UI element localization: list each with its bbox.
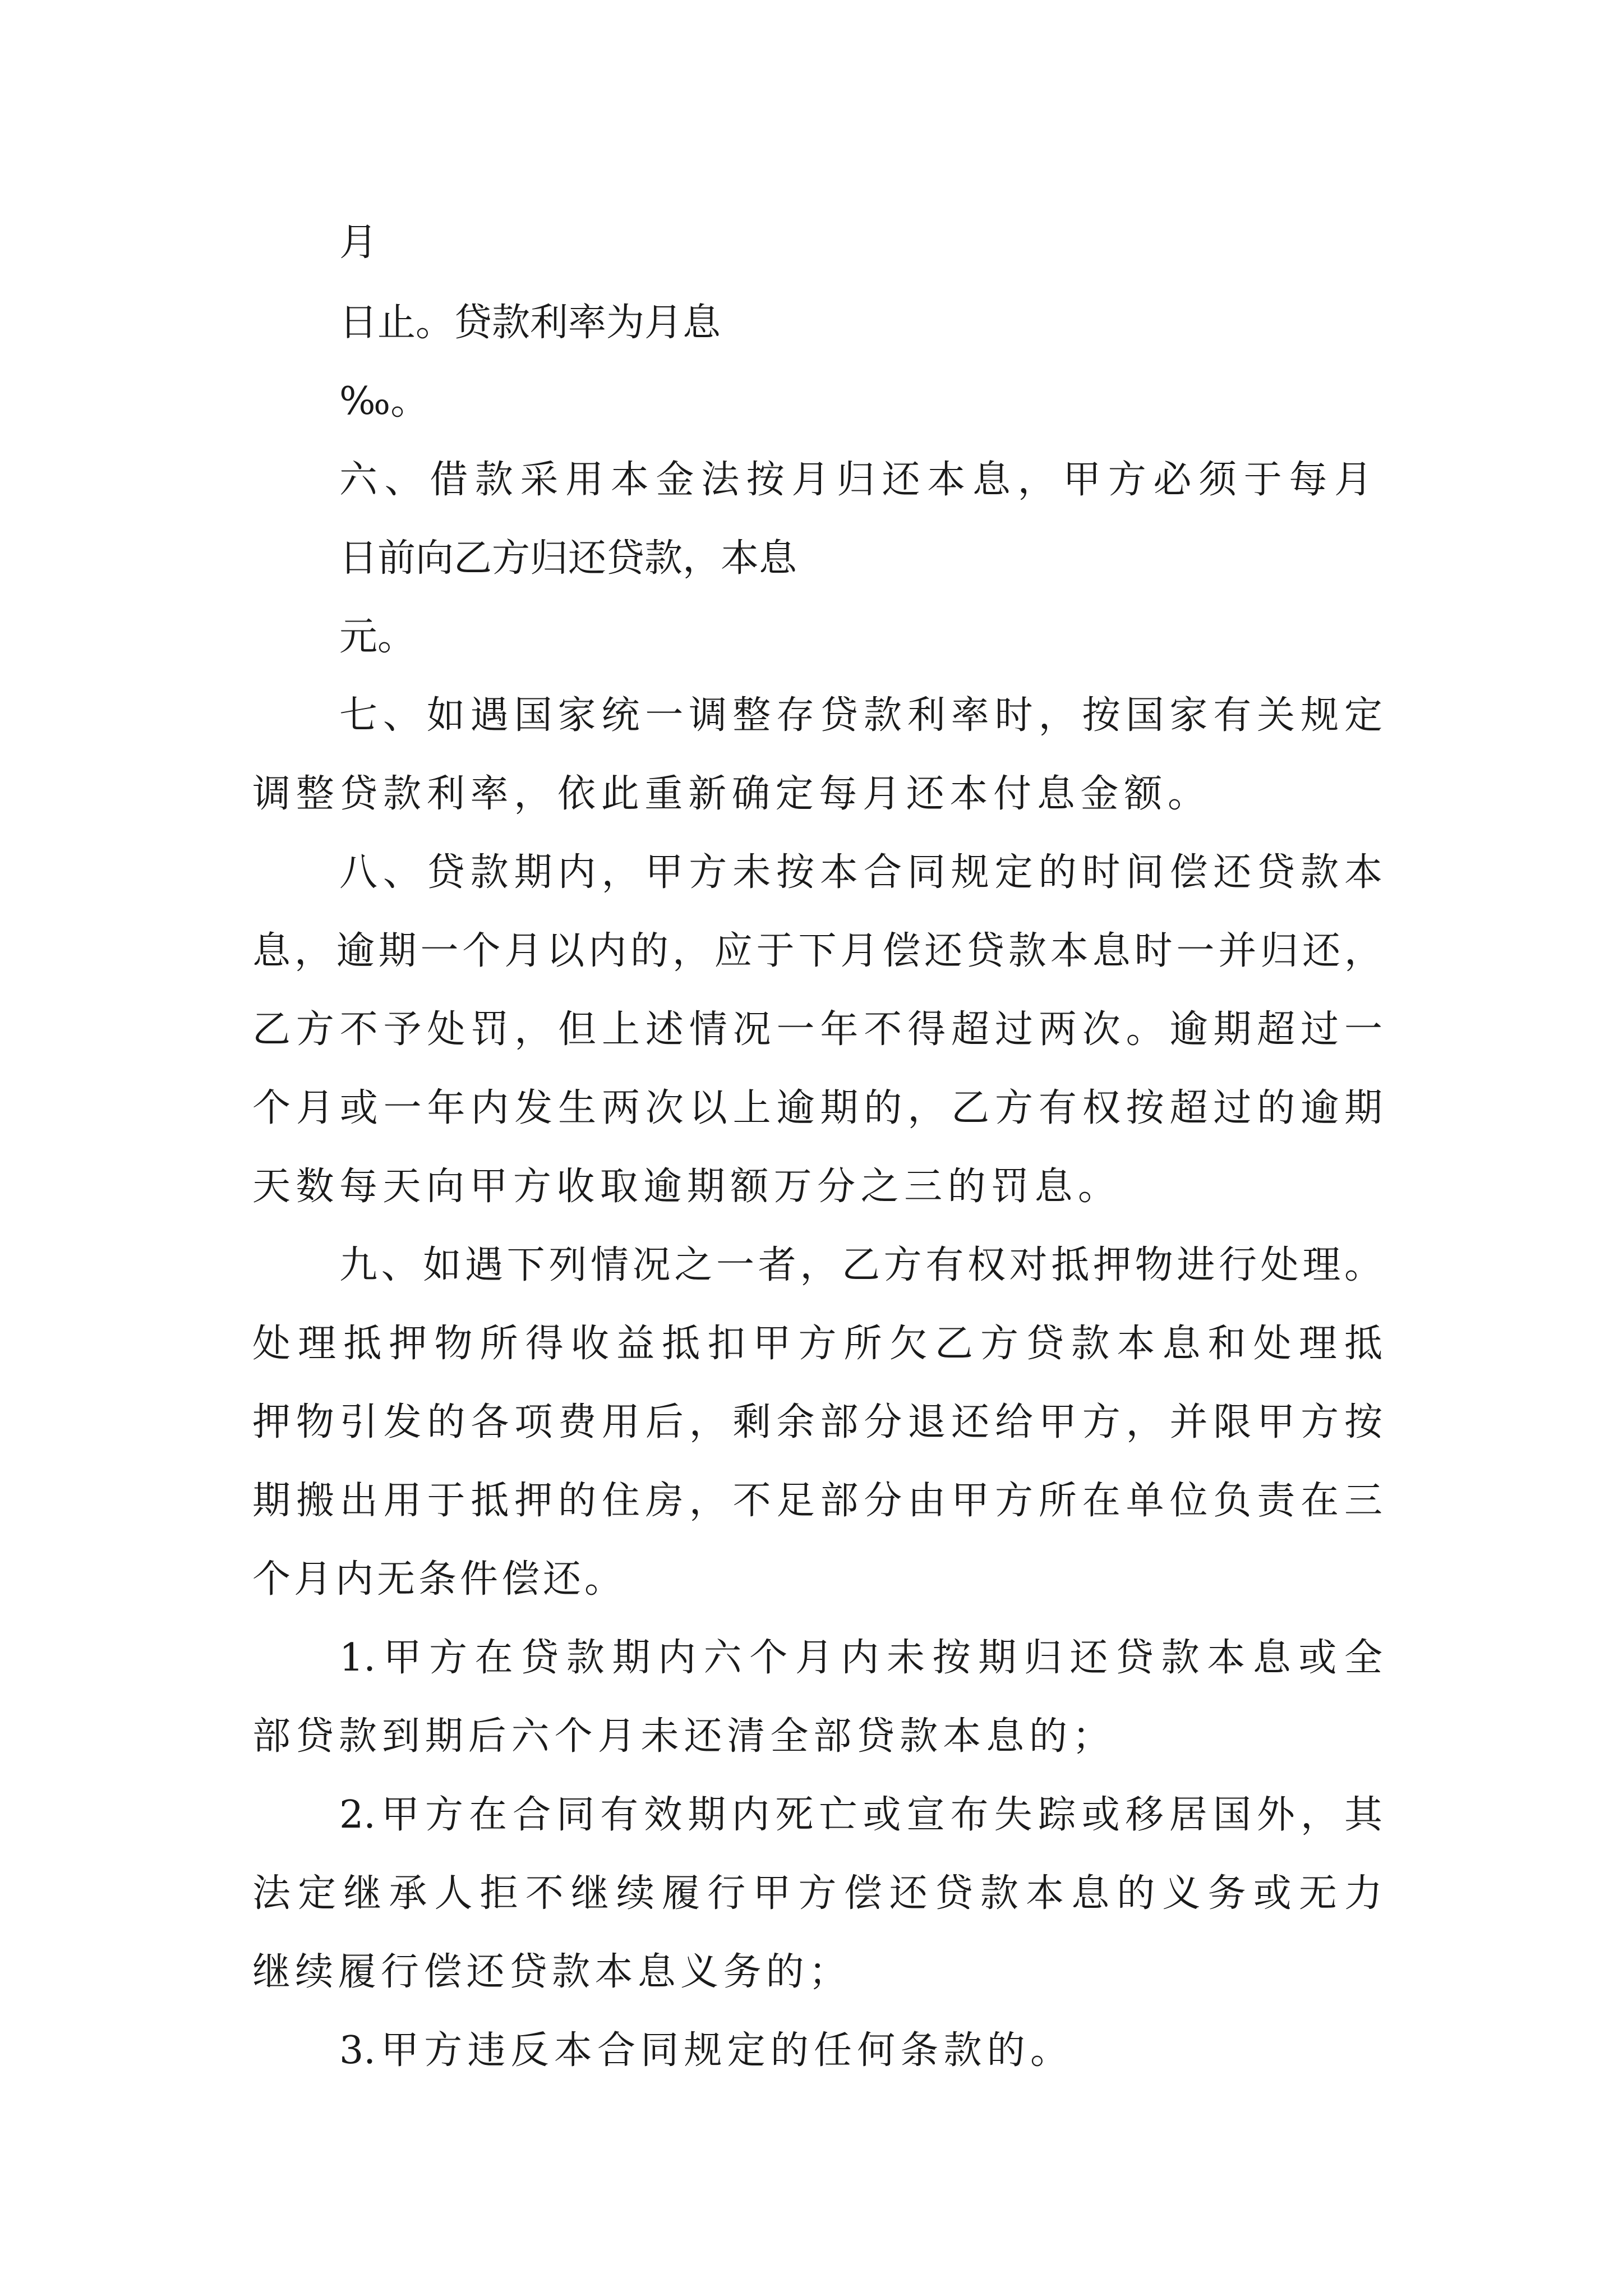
text-line: 3.甲方违反本合同规定的任何条款的。 <box>339 2028 1068 2073</box>
text-line: 押物引发的各项费用后，剩余部分退还给甲方，并限甲方按 <box>252 1400 1382 1444</box>
text-line: 月 <box>339 220 378 265</box>
text-line: 天数每天向甲方收取逾期额万分之三的罚息。 <box>252 1165 1116 1209</box>
text-line: 七、如遇国家统一调整存贷款利率时，按国家有关规定 <box>339 693 1382 738</box>
text-line: 2.甲方在合同有效期内死亡或宣布失踪或移居国外，其 <box>339 1793 1382 1837</box>
text-line: 六、借款采用本金法按月归还本息，甲方必须于每月 <box>339 458 1372 502</box>
text-line: 处理抵押物所得收益抵扣甲方所欠乙方贷款本息和处理抵 <box>252 1322 1382 1366</box>
text-line: 日前向乙方归还贷款，本息 <box>339 536 797 581</box>
text-line: 调整贷款利率，依此重新确定每月还本付息金额。 <box>252 772 1206 816</box>
text-line: 元。 <box>339 615 416 659</box>
text-line: 个月内无条件偿还。 <box>252 1557 623 1602</box>
text-line: 继续履行偿还贷款本息义务的； <box>252 1950 847 1994</box>
text-line: 日止。贷款利率为月息 <box>339 301 721 345</box>
text-line: 部贷款到期后六个月未还清全部贷款本息的； <box>252 1714 1110 1759</box>
text-line: ‰。 <box>339 379 429 424</box>
text-line: 法定继承人拒不继续履行甲方偿还贷款本息的义务或无力 <box>252 1871 1382 1916</box>
text-line: 九、如遇下列情况之一者，乙方有权对抵押物进行处理。 <box>339 1243 1382 1287</box>
text-line: 个月或一年内发生两次以上逾期的，乙方有权按超过的逾期 <box>252 1086 1382 1130</box>
text-line: 息，逾期一个月以内的，应于下月偿还贷款本息时一并归还， <box>252 929 1382 973</box>
text-line: 1.甲方在贷款期内六个月内未按期归还贷款本息或全 <box>339 1636 1382 1680</box>
text-line: 乙方不予处罚，但上述情况一年不得超过两次。逾期超过一 <box>252 1007 1382 1052</box>
text-line: 八、贷款期内，甲方未按本合同规定的时间偿还贷款本 <box>339 850 1382 895</box>
text-line: 期搬出用于抵押的住房，不足部分由甲方所在单位负责在三 <box>252 1479 1382 1523</box>
